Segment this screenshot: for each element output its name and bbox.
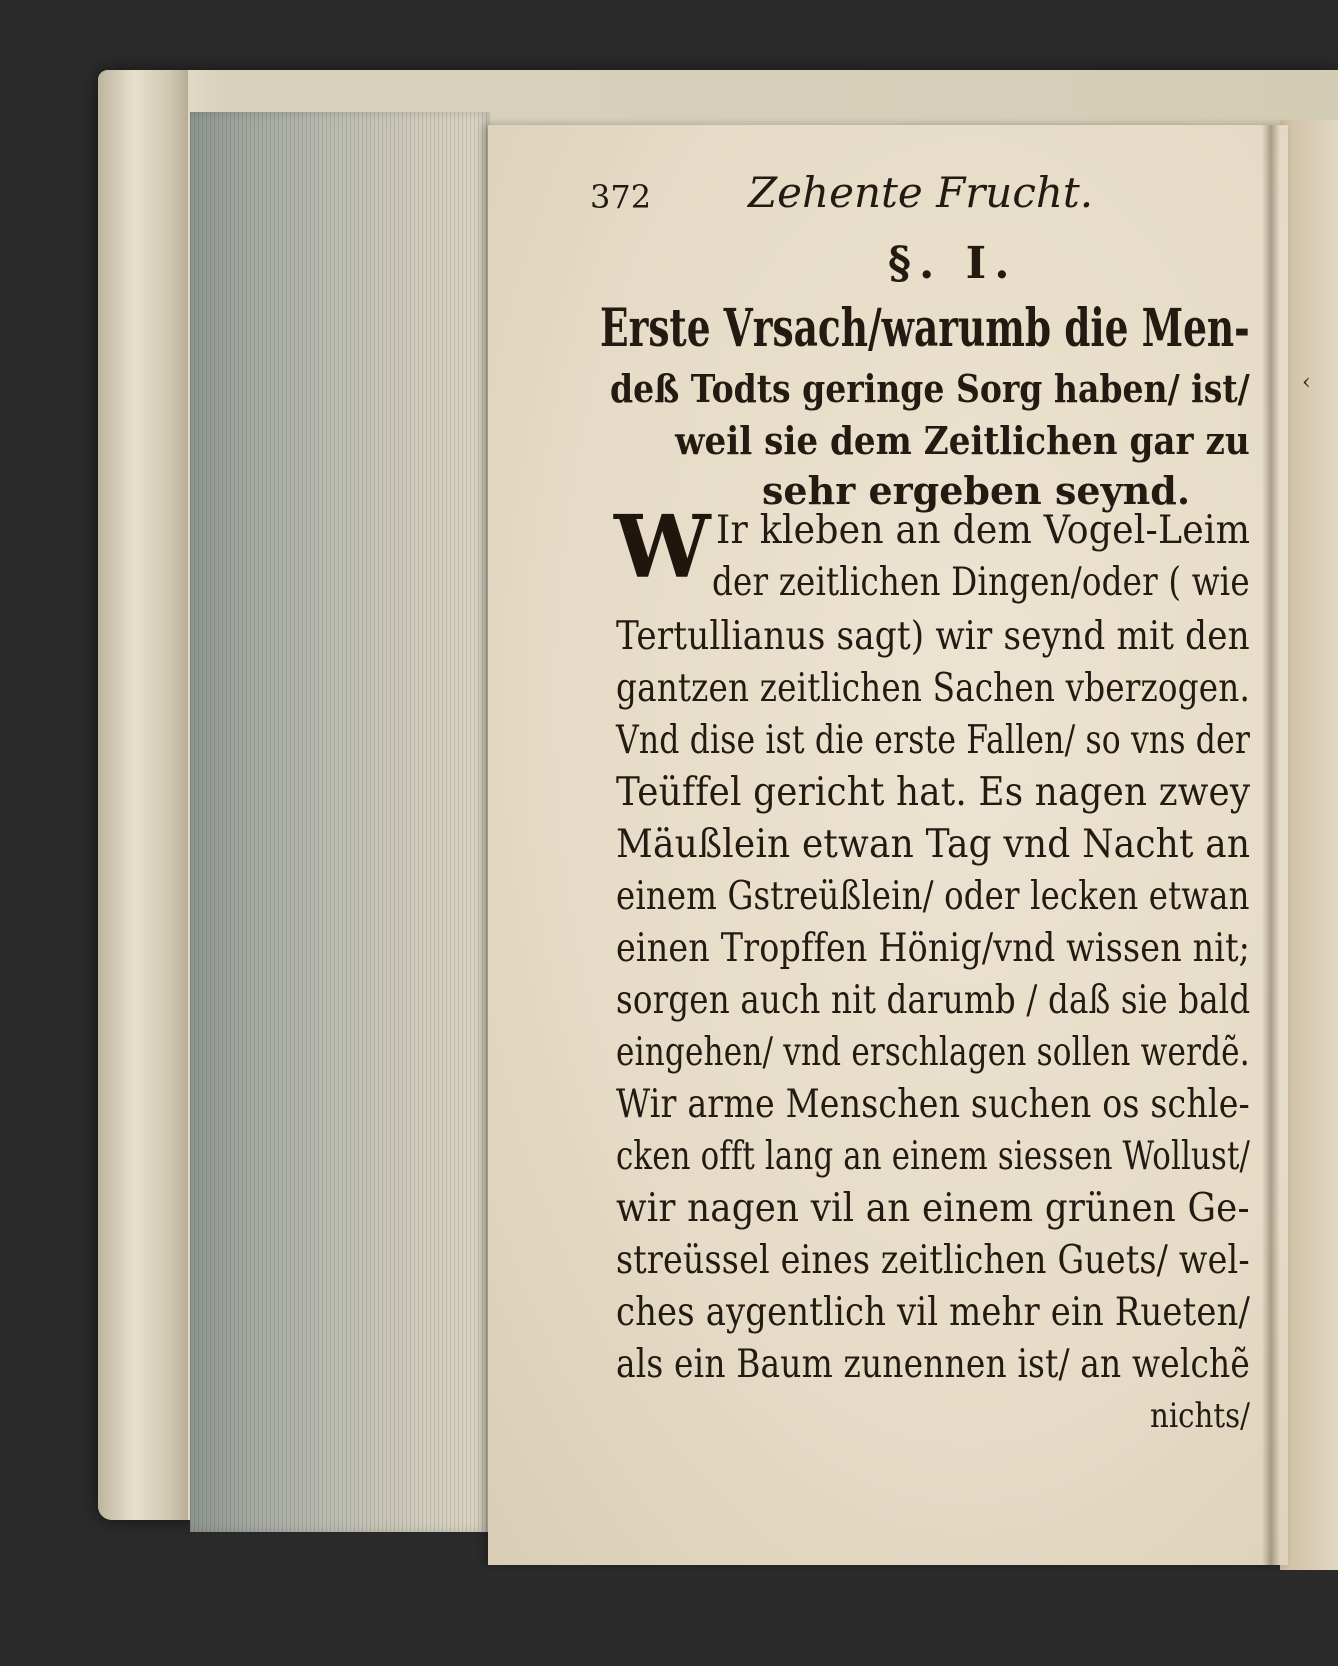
- facing-page-mark: ‹: [1302, 370, 1311, 395]
- catchword: nichts/: [1150, 1396, 1251, 1436]
- page-gutter: [1262, 125, 1280, 1565]
- page-number: 372: [590, 178, 652, 216]
- drop-initial: W: [614, 497, 711, 598]
- body-line: Ir kleben an dem Vogel-Leim: [716, 508, 1251, 553]
- body-line: gantzen zeitlichen Sachen vberzogen.: [616, 666, 1251, 711]
- heading-line: Erste Vrsach/warumb die Men-: [600, 298, 1250, 359]
- heading-line: deß Todts geringe Sorg haben/ ist/: [610, 366, 1250, 411]
- body-line: einem Gstreüßlein/ oder lecken etwan: [616, 874, 1250, 919]
- body-line: der zeitlichen Dingen/oder ( wie: [712, 560, 1250, 605]
- page-block-edge: [190, 112, 490, 1532]
- cover-fold: [98, 70, 188, 1520]
- body-line: Vnd dise ist die erste Fallen/ so vns der: [616, 718, 1251, 763]
- body-line: ches aygentlich vil mehr ein Rueten/: [616, 1290, 1251, 1335]
- running-head: Zehente Frucht.: [748, 168, 1094, 217]
- body-line: Wir arme Menschen suchen os schle-: [616, 1082, 1250, 1127]
- heading-line: weil sie dem Zeitlichen gar zu: [675, 418, 1250, 463]
- body-line: sorgen auch nit darumb / daß sie bald: [616, 978, 1251, 1023]
- body-line: als ein Baum zunennen ist/ an welchẽ: [616, 1342, 1250, 1387]
- heading-line: sehr ergeben seynd.: [762, 468, 1191, 513]
- section-mark: §. I.: [888, 238, 1018, 289]
- body-line: Teüffel gericht hat. Es nagen zwey: [616, 770, 1251, 815]
- body-line: cken offt lang an einem siessen Wollust/: [616, 1134, 1251, 1179]
- body-line: streüssel eines zeitlichen Guets/ wel-: [616, 1238, 1250, 1283]
- body-line: wir nagen vil an einem grünen Ge-: [616, 1186, 1250, 1231]
- body-line: eingehen/ vnd erschlagen sollen werdẽ.: [616, 1030, 1250, 1075]
- body-line: Tertullianus sagt) wir seynd mit den: [616, 614, 1250, 659]
- body-line: Mäußlein etwan Tag vnd Nacht an: [616, 822, 1251, 867]
- body-line: einen Tropffen Hönig/vnd wissen nit;: [616, 926, 1251, 971]
- facing-page-edge: [1280, 120, 1338, 1570]
